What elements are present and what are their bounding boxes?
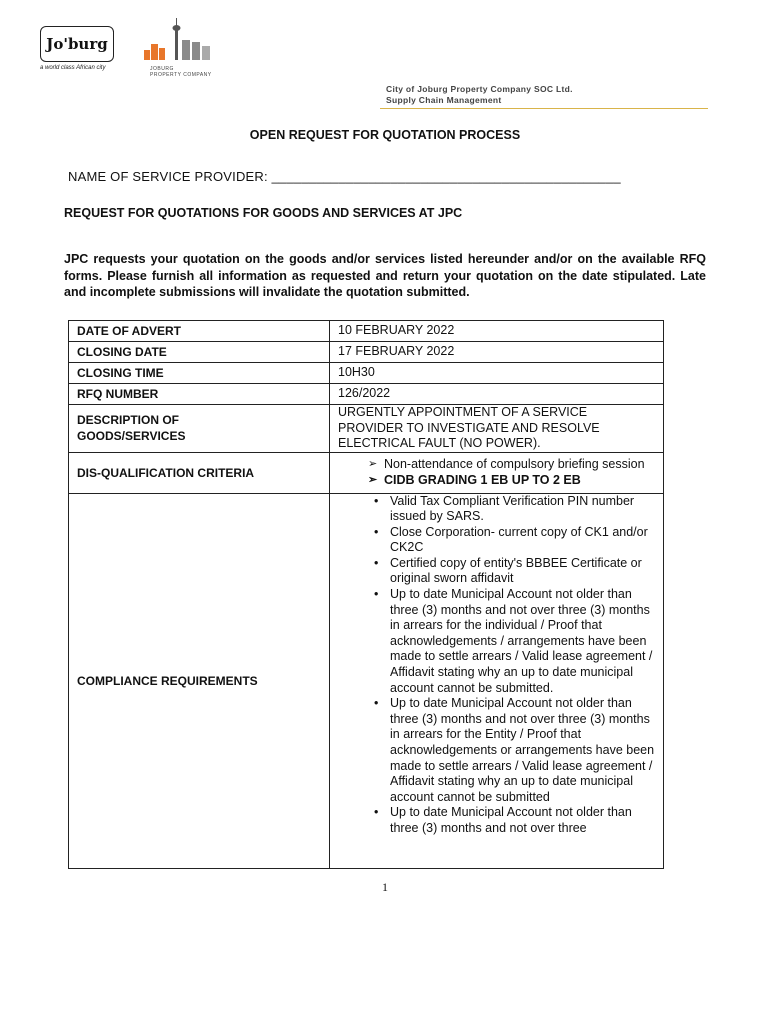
list-item-text: Up to date Municipal Account not older than three (3) months and not over three xyxy=(390,805,632,835)
bullet-icon: • xyxy=(374,696,379,711)
list-item xyxy=(368,473,655,489)
jpc-logo-text-1: JOBURG xyxy=(150,66,174,72)
row-value: 10H30 xyxy=(330,363,664,384)
table-row-description xyxy=(69,405,664,453)
bullet-icon: • xyxy=(374,805,379,820)
bullet-icon: • xyxy=(374,555,379,570)
company-header xyxy=(386,84,573,106)
joburg-tagline: a world class African city xyxy=(40,65,106,71)
jpc-skyline-icon xyxy=(142,18,222,66)
company-department: Supply Chain Management xyxy=(386,95,502,105)
row-label: CLOSING TIME xyxy=(69,363,330,384)
row-label: CLOSING DATE xyxy=(69,342,330,363)
joburg-logo-mark: Jo'burg xyxy=(40,26,114,62)
list-item xyxy=(374,696,655,805)
list-item-text: CIDB GRADING 1 EB UP TO 2 EB xyxy=(384,472,581,487)
row-value: 17 FEBRUARY 2022 xyxy=(330,342,664,363)
bullet-icon: • xyxy=(374,587,379,602)
compliance-value xyxy=(330,493,664,868)
disqualification-label: DIS-QUALIFICATION CRITERIA xyxy=(69,452,330,493)
list-item xyxy=(374,556,655,587)
compliance-list xyxy=(338,494,655,837)
table-row xyxy=(69,321,664,342)
list-item xyxy=(374,494,655,525)
table-row-compliance xyxy=(69,493,664,868)
list-item xyxy=(374,805,655,836)
table-row xyxy=(69,363,664,384)
section-subheading: REQUEST FOR QUOTATIONS FOR GOODS AND SERVICES AT JPC xyxy=(64,206,463,220)
company-name: City of Joburg Property Company SOC Ltd. xyxy=(386,84,573,94)
page-number: 1 xyxy=(382,880,388,894)
disqualification-value xyxy=(330,452,664,493)
list-item-text: Valid Tax Compliant Verification PIN number issued by SARS. xyxy=(390,493,635,524)
row-label: RFQ NUMBER xyxy=(69,384,330,405)
table-row xyxy=(69,384,664,405)
jpc-logo-text-2: PROPERTY COMPANY xyxy=(150,72,212,78)
arrow-bullet-icon: ➢ xyxy=(368,458,378,470)
description-label-line1: DESCRIPTION OF xyxy=(77,413,180,428)
arrow-bullet-icon: ➢ xyxy=(368,473,378,486)
bullet-icon: • xyxy=(374,524,379,539)
document-title: OPEN REQUEST FOR QUOTATION PROCESS xyxy=(249,128,521,142)
jpc-logo-text xyxy=(150,66,212,78)
intro-paragraph: JPC requests your quotation on the goods and/or services listed hereunder and/or on the available RFQ forms. Please furnish all information as requested and return your quotation on the date stipulated. Late and incomplete submissions will invalidate the quotation submitted. xyxy=(64,252,706,299)
joburg-logo xyxy=(40,26,120,71)
compliance-label: COMPLIANCE REQUIREMENTS xyxy=(69,493,330,868)
table-row xyxy=(69,342,664,363)
list-item xyxy=(374,525,655,556)
disqualification-list xyxy=(338,457,655,488)
jpc-logo xyxy=(142,18,222,76)
rfq-details-table xyxy=(68,320,664,869)
list-item-text: Certified copy of entity's BBBEE Certificate or original sworn affidavit xyxy=(390,555,642,586)
list-item xyxy=(368,457,655,473)
list-item-text: Close Corporation- current copy of CK1 and/or CK2C xyxy=(390,524,648,555)
row-label: DATE OF ADVERT xyxy=(69,321,330,342)
description-label-line2: GOODS/SERVICES xyxy=(77,429,186,444)
row-value: 10 FEBRUARY 2022 xyxy=(330,321,664,342)
list-item-text: Up to date Municipal Account not older than three (3) months and not over three (3) months in arrears for the Entity / Proof that acknowledgements or arrangements have been made to settle arrears / Valid lease agreement / Affidavit stating why an up to date municipal account cannot be submitted xyxy=(390,696,655,804)
row-value: 126/2022 xyxy=(330,384,664,405)
service-provider-line: NAME OF SERVICE PROVIDER: _______________________________________________ xyxy=(68,169,621,184)
list-item-text: Non-attendance of compulsory briefing session xyxy=(384,457,645,471)
list-item-text: Up to date Municipal Account not older than three (3) months and not over three (3) months in arrears for the individual / Proof that acknowledgements / arrangements have been made to settle arrears / Valid lease agreement / Affidavit stating why an up to date municipal account cannot be submitted. xyxy=(390,587,653,695)
list-item xyxy=(374,587,655,696)
header-rule xyxy=(380,108,708,109)
description-value: URGENTLY APPOINTMENT OF A SERVICE PROVIDER TO INVESTIGATE AND RESOLVE ELECTRICAL FAULT (NO POWER). xyxy=(330,405,664,453)
description-label xyxy=(69,405,330,453)
bullet-icon: • xyxy=(374,493,379,508)
table-row-disqualification xyxy=(69,452,664,493)
